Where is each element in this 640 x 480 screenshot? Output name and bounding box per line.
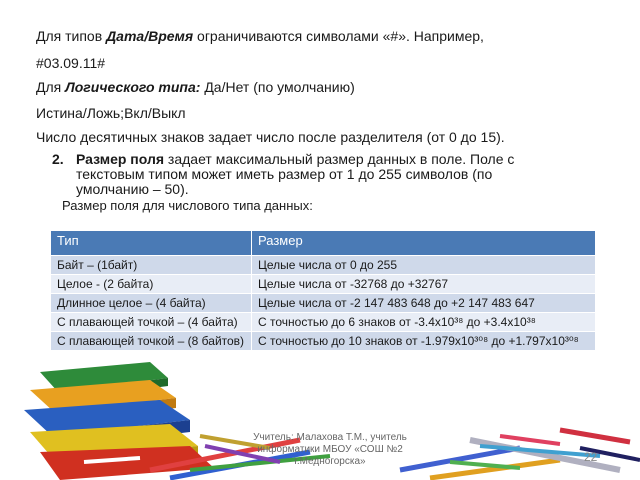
table-caption: Размер поля для числового типа данных:: [62, 198, 313, 213]
line-date-example: #03.09.11#: [36, 55, 106, 71]
footer-author: Учитель: Малахова Т.М., учитель информатики МБОУ «СОШ №2 г.Медногорска»: [253, 432, 407, 467]
line-date-time: Для типов Дата/Время ограничиваются символами «#». Например,: [36, 28, 484, 44]
cell-type: С плавающей точкой – (8 байтов): [51, 332, 252, 351]
cell-type: Целое - (2 байта): [51, 275, 252, 294]
page-number: 22: [584, 450, 598, 464]
cell-type: С плавающей точкой – (4 байта): [51, 313, 252, 332]
cell-size: Целые числа от 0 до 255: [252, 256, 596, 275]
list-number: 2.: [52, 151, 64, 167]
table-row: [51, 332, 596, 351]
table-row: [51, 256, 596, 275]
table-row: [51, 294, 596, 313]
line-logical-type: Для Логического типа: Да/Нет (по умолчанию): [36, 79, 355, 95]
list-item-text: Размер поля задает максимальный размер данных в поле. Поле с текстовым типом может иметь размер от 1 до 255 символов (по умолчанию – 50).: [76, 151, 515, 197]
table-row: [51, 275, 596, 294]
line-logical-values: Истина/Ложь;Вкл/Выкл: [36, 105, 186, 121]
header-size: Размер: [252, 231, 596, 256]
line-decimal-places: Число десятичных знаков задает число после разделителя (от 0 до 15).: [36, 129, 505, 145]
table-row: [51, 313, 596, 332]
cell-size: С точностью до 10 знаков от -1.979x10³⁰⁸ до +1.797x10³⁰⁸: [252, 332, 596, 351]
cell-size: Целые числа от -32768 до +32767: [252, 275, 596, 294]
header-type: Тип: [51, 231, 252, 256]
cell-size: Целые числа от -2 147 483 648 до +2 147 483 647: [252, 294, 596, 313]
cell-type: Байт – (1байт): [51, 256, 252, 275]
numeric-size-table: [50, 230, 596, 351]
cell-type: Длинное целое – (4 байта): [51, 294, 252, 313]
cell-size: С точностью до 6 знаков от -3.4x10³⁸ до +3.4x10³⁸: [252, 313, 596, 332]
